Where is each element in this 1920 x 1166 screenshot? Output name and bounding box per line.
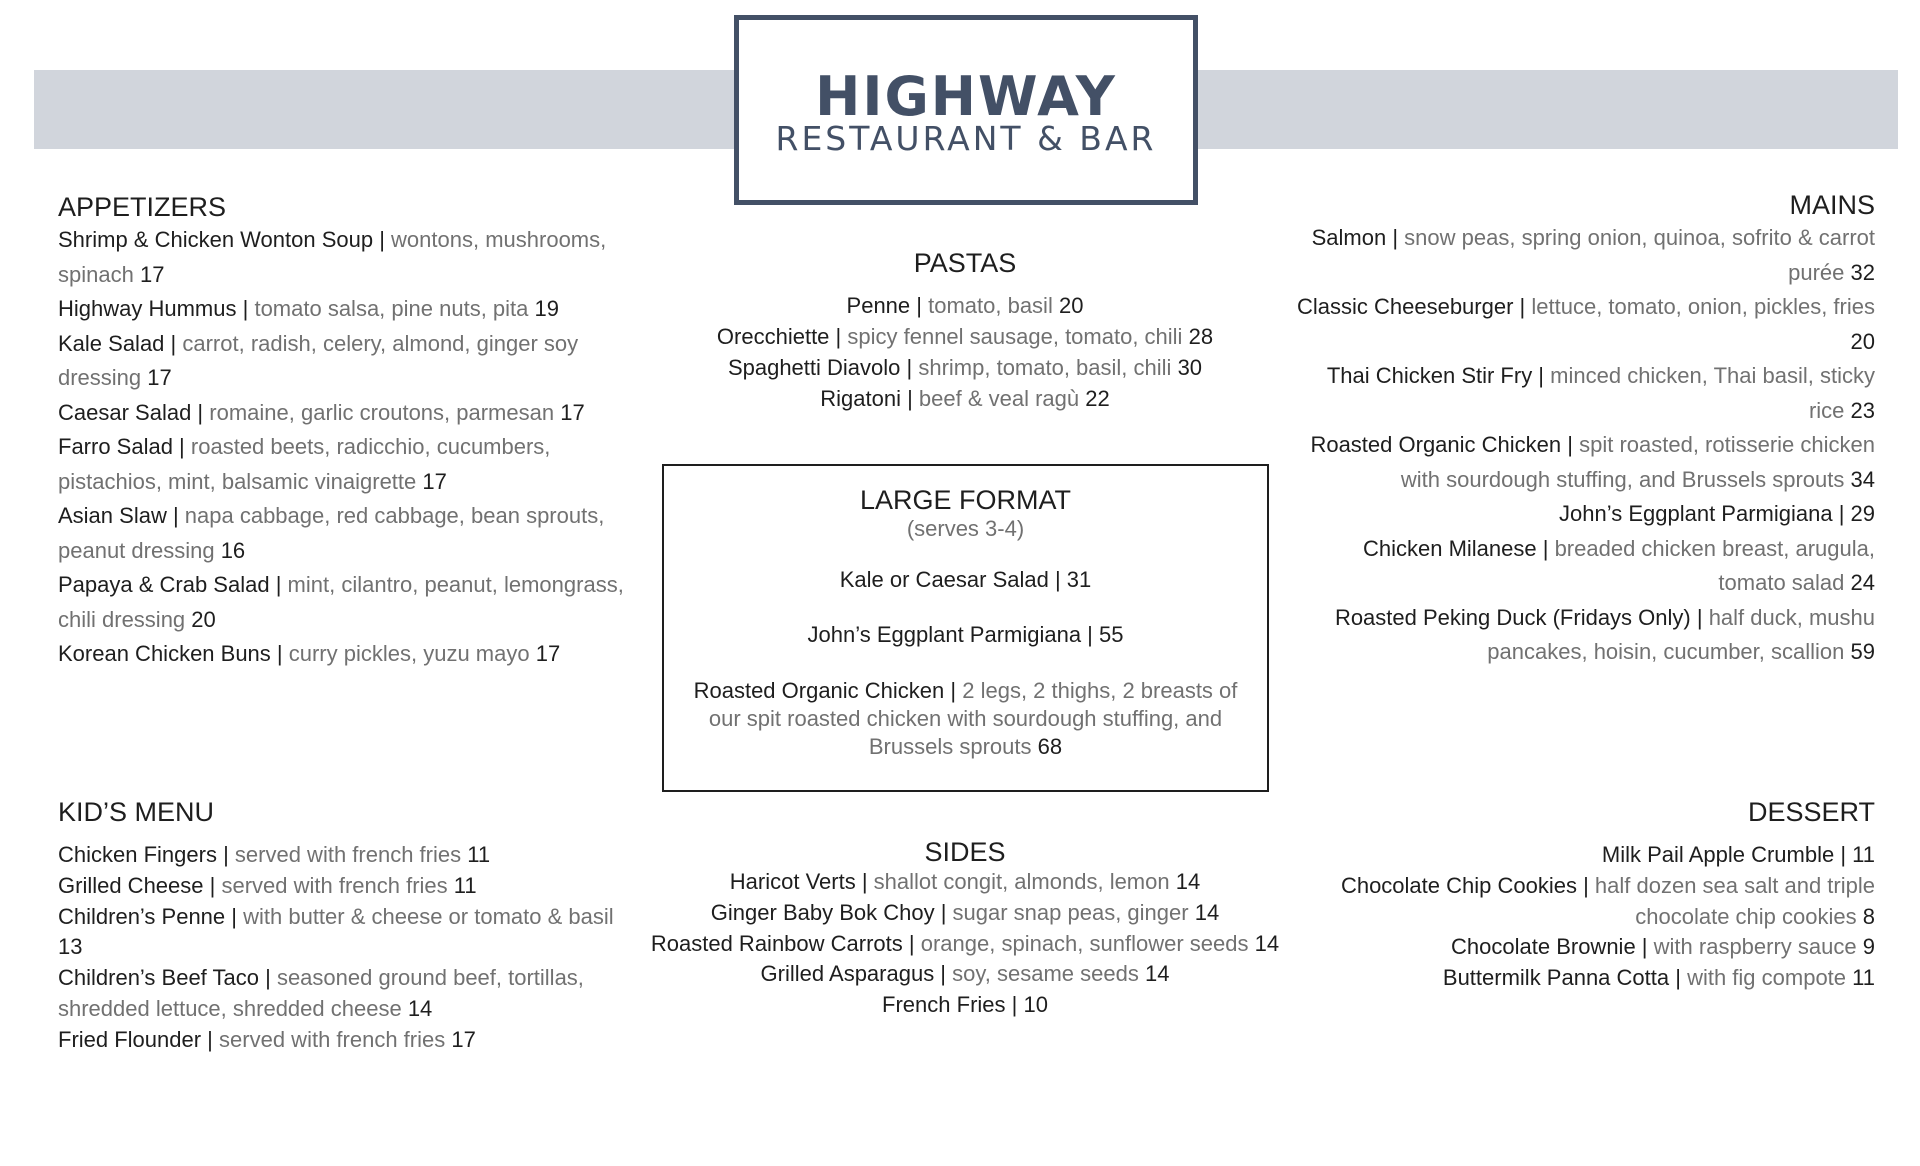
section-heading: APPETIZERS [58,192,227,222]
menu-item: Grilled Cheese | served with french fries 11 [58,872,477,898]
menu-item: Chicken Milanese | breaded chicken breast, arugula, tomato salad 24 [1362,535,1875,595]
menu-item: Milk Pail Apple Crumble | 11 [1601,842,1875,867]
appetizers-section [58,190,638,672]
menu-item: Farro Salad | roasted beets, radicchio, cucumbers, pistachios, mint, balsamic vinaigrette 17 [58,434,551,494]
menu-item: Chicken Fingers | served with french fries 11 [58,842,491,867]
restaurant-logo [734,15,1198,205]
mains-section [1290,188,1875,670]
serves-note: (serves 3-4) [906,516,1025,541]
menu-item: Penne | tomato, basil 20 [846,293,1084,318]
menu-item: Spaghetti Diavolo | shrimp, tomato, basil, chili 30 [727,355,1203,380]
menu-item: Roasted Peking Duck (Fridays Only) | half duck, mushu pancakes, hoisin, cucumber, scallion 59 [1334,604,1875,664]
pastas-section [650,246,1280,414]
menu-item: Fried Flounder | served with french fries 17 [58,1026,476,1052]
section-heading: KID’S MENU [58,797,215,827]
menu-item: Shrimp & Chicken Wonton Soup | wontons, mushrooms, spinach 17 [58,227,607,287]
sides-section [630,835,1300,1021]
dessert-section [1300,795,1875,994]
menu-item: Classic Cheeseburger | lettuce, tomato, onion, pickles, fries 20 [1296,294,1875,354]
menu-item: Korean Chicken Buns | curry pickles, yuzu mayo 17 [58,641,561,666]
menu-item: Roasted Organic Chicken | 2 legs, 2 thighs, 2 breasts of our spit roasted chicken with sourdough stuffing, and Brussels sprouts 68 [693,678,1238,759]
restaurant-subtitle: RESTAURANT & BAR [775,119,1157,158]
menu-item: Chocolate Chip Cookies | half dozen sea salt and triple chocolate chip cookies 8 [1340,872,1875,929]
section-heading: SIDES [924,837,1006,867]
menu-item: Kale or Caesar Salad | 31 [839,567,1092,592]
menu-item: Orecchiette | spicy fennel sausage, tomato, chili 28 [716,324,1214,349]
restaurant-name: HIGHWAY [815,65,1117,128]
menu-item: Caesar Salad | romaine, garlic croutons, parmesan 17 [58,399,585,425]
menu-item: Children’s Penne | with butter & cheese or tomato & basil 13 [58,903,614,960]
menu-item: Chocolate Brownie | with raspberry sauce 9 [1451,934,1875,960]
kids-menu-section [58,795,618,1056]
menu-item: Papaya & Crab Salad | mint, cilantro, peanut, lemongrass, chili dressing 20 [58,572,624,632]
menu-item: Kale Salad | carrot, radish, celery, almond, ginger soy dressing 17 [58,330,579,390]
menu-item: Children’s Beef Taco | seasoned ground beef, tortillas, shredded lettuce, shredded cheese 14 [58,965,584,1021]
menu-item: Thai Chicken Stir Fry | minced chicken, Thai basil, sticky rice 23 [1326,363,1875,423]
menu-item: French Fries | 10 [882,992,1048,1018]
menu-item: Roasted Organic Chicken | spit roasted, rotisserie chicken with sourdough stuffing, and Brussels sprouts 34 [1310,432,1875,492]
section-heading: MAINS [1789,190,1875,220]
menu-item: Roasted Rainbow Carrots | orange, spinach, sunflower seeds 14 [650,930,1280,956]
section-heading: DESSERT [1747,797,1875,827]
menu-item: Buttermilk Panna Cotta | with fig compote 11 [1442,965,1875,991]
section-heading: PASTAS [913,248,1017,278]
menu-item: Salmon | snow peas, spring onion, quinoa, sofrito & carrot purée 32 [1311,225,1875,285]
menu-item: Asian Slaw | napa cabbage, red cabbage, bean sprouts, peanut dressing 16 [58,503,605,563]
menu-item: Haricot Verts | shallot congit, almonds, lemon 14 [729,869,1201,894]
menu-item: John’s Eggplant Parmigiana | 29 [1559,501,1875,526]
menu-item: Grilled Asparagus | soy, sesame seeds 14 [760,961,1170,987]
section-heading: LARGE FORMAT [859,485,1072,515]
large-format-box [662,464,1269,792]
menu-item: Highway Hummus | tomato salsa, pine nuts, pita 19 [58,296,559,321]
menu-item: Rigatoni | beef & veal ragù 22 [820,386,1110,411]
menu-item: Ginger Baby Bok Choy | sugar snap peas, ginger 14 [710,899,1220,925]
menu-item: John’s Eggplant Parmigiana | 55 [807,622,1124,647]
